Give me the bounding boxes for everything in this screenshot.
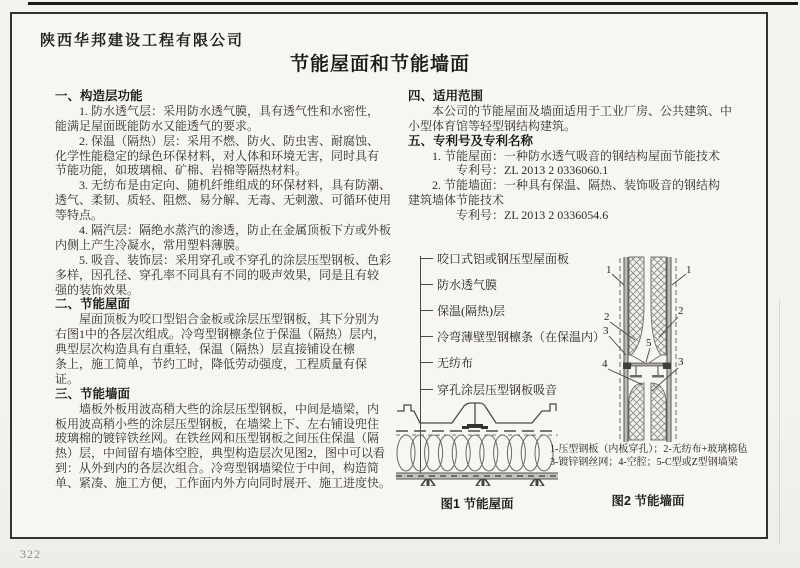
text-line: 到：从外到内的各层次组合。冷弯型钢墙梁位于中间，构造简	[55, 461, 380, 476]
callout-number: 3	[678, 356, 684, 368]
text-line: 墙板外板用波高稍大些的涂层压型钢板，中间是墙梁，内	[55, 401, 380, 416]
page-title: 节能屋面和节能墙面	[289, 54, 470, 75]
text-line: 2. 节能墙面：一种具有保温、隔热、装饰吸音的钢结构	[408, 178, 721, 193]
leader-stub-line	[420, 310, 433, 311]
steel-purlin-hats	[421, 479, 544, 486]
nonwoven-bottom-band	[396, 473, 558, 479]
roof-sheet-profile	[397, 403, 556, 427]
figure2-legend	[550, 443, 748, 469]
text-line: 热）层，中间留有墙体空腔，典型构造层次见图2，图中可以看	[55, 446, 386, 461]
text-line: 1. 节能屋面：一种防水透气吸音的钢结构屋面节能技术	[408, 148, 721, 163]
text-line: 透气、柔韧、质轻、阻燃、易分解、无毒、无刺激、可循环使用	[55, 193, 392, 208]
text-line: 三、节能墙面	[55, 386, 131, 401]
layer-label: 防水透气膜	[437, 277, 498, 292]
waterproof-membrane-line	[396, 431, 558, 435]
insulation-loops	[397, 435, 553, 471]
text-line: 专利号：ZL 2013 2 0336060.1	[408, 163, 609, 178]
text-line: 能满足屋面既能防水又能透气的要求。	[55, 118, 260, 133]
callout-number: 1	[686, 264, 692, 276]
layer-label: 穿孔涂层压型钢板吸音	[437, 382, 558, 397]
callout-number: 2	[678, 305, 684, 317]
page-number: 322	[20, 547, 41, 561]
text-line: 节能功能，如玻璃棉、矿棉、岩棉等隔热材料。	[55, 163, 308, 178]
text-line: 四、适用范围	[408, 89, 484, 103]
leader-stub-line	[420, 284, 433, 285]
company-name: 陕西华邦建设工程有限公司	[40, 33, 245, 49]
right-text-column	[408, 89, 753, 223]
figure1-caption: 图1 节能屋面	[440, 497, 514, 511]
text-line: 证。	[55, 371, 80, 386]
text-line: 5. 吸音、装饰层：采用穿孔或不穿孔的涂层压型钢板、色彩	[55, 252, 392, 267]
layer-label: 无纺布	[437, 356, 474, 371]
callout-number: 1	[606, 264, 612, 276]
text-line: 单、紧凑、施工方便，工作面内外方向同时展开、施工进度快。	[55, 476, 392, 491]
text-line: 右图1中的各层次组成。冷弯型钢檩条位于保温（隔热）层内，	[55, 327, 386, 342]
text-line: 多样，因孔径、穿孔率不同具有不同的吸声效果，同是且有较	[55, 267, 380, 282]
text-line: 等特点。	[55, 208, 104, 223]
text-line: 1. 防水透气层：采用防水透气膜，具有透气性和水密性，	[55, 103, 380, 118]
left-text-column	[55, 89, 395, 491]
text-line: 板用波高稍小些的涂层压型钢板，在墙梁上下、左右铺设兜住	[55, 416, 380, 431]
text-line: 本公司的节能屋面及墙面适用于工业厂房、公共建筑、中	[408, 103, 733, 118]
text-line: 2. 保温（隔热）层：采用不燃、防火、防虫害、耐腐蚀、	[55, 133, 380, 148]
text-line: 五、专利号及专利名称	[408, 133, 534, 148]
callout-number: 2	[604, 311, 610, 323]
callout-number: 4	[602, 358, 608, 370]
layer-label: 冷弯薄壁型钢檩条（在保温内）	[437, 330, 606, 345]
leader-stub-line	[420, 336, 433, 337]
glass-wool-columns-lower	[629, 383, 666, 440]
text-line: 小型体育馆等轻型钢结构建筑。	[408, 118, 577, 133]
text-line: 条上，施工简单，节约工时，降低劳动强度，工程质量有保	[55, 357, 368, 372]
leader-stub-line	[420, 362, 433, 363]
text-line: 化学性能稳定的绿色环保材料，对人体和环境无害，同时具有	[55, 148, 380, 163]
text-line: 内侧上产生冷凝水，常用塑料薄膜。	[55, 237, 248, 252]
callout-number: 5	[646, 337, 652, 349]
leader-stub-line	[420, 258, 433, 259]
text-line: 一、构造层功能	[55, 89, 143, 103]
text-line: 二、节能屋面	[55, 297, 131, 312]
leader-stub-line	[420, 389, 433, 390]
text-line: 3. 无纺布是由定向、随机纤维组成的环保材料，具有防潮、	[55, 178, 392, 193]
text-line: 玻璃棉的镀锌铁丝网。在铁丝网和压型钢板之间压住保温（隔	[55, 431, 380, 446]
text-line: 强的装饰效果。	[55, 282, 140, 297]
legend-line: 1-压型钢板（内板穿孔）；2-无纺布+玻璃棉毡	[550, 444, 748, 455]
text-line: 屋面顶板为咬口型铝合金板或涂层压型钢板，其下分别为	[55, 312, 380, 327]
wall-inner-sheet	[667, 257, 676, 442]
figure2-caption: 图2 节能墙面	[611, 494, 685, 508]
steel-wall-beam	[623, 363, 671, 378]
layer-label: 保温(隔热)层	[437, 303, 505, 318]
figure2-drawing	[598, 252, 716, 444]
text-line: 4. 隔汽层：隔绝水蒸汽的渗透，防止在金属顶板下方或外板	[55, 223, 392, 238]
scan-edge-line	[28, 2, 798, 5]
standing-seam-clip	[462, 424, 488, 429]
text-line: 专利号：ZL 2013 2 0336054.6	[408, 208, 609, 223]
layer-label: 咬口式铝或钢压型屋面板	[437, 251, 570, 266]
text-line: 典型层次构造具有自重轻，保温（隔热）层直接铺设在檩	[55, 342, 356, 357]
legend-line: 3-镀锌钢丝网；4-空腔；5-C型或Z型钢墙梁	[550, 457, 738, 468]
text-line: 建筑墙体节能技术	[408, 193, 505, 208]
figure1-drawing	[392, 396, 562, 486]
scan-edge-shadow	[779, 300, 780, 545]
callout-number: 3	[603, 325, 609, 337]
